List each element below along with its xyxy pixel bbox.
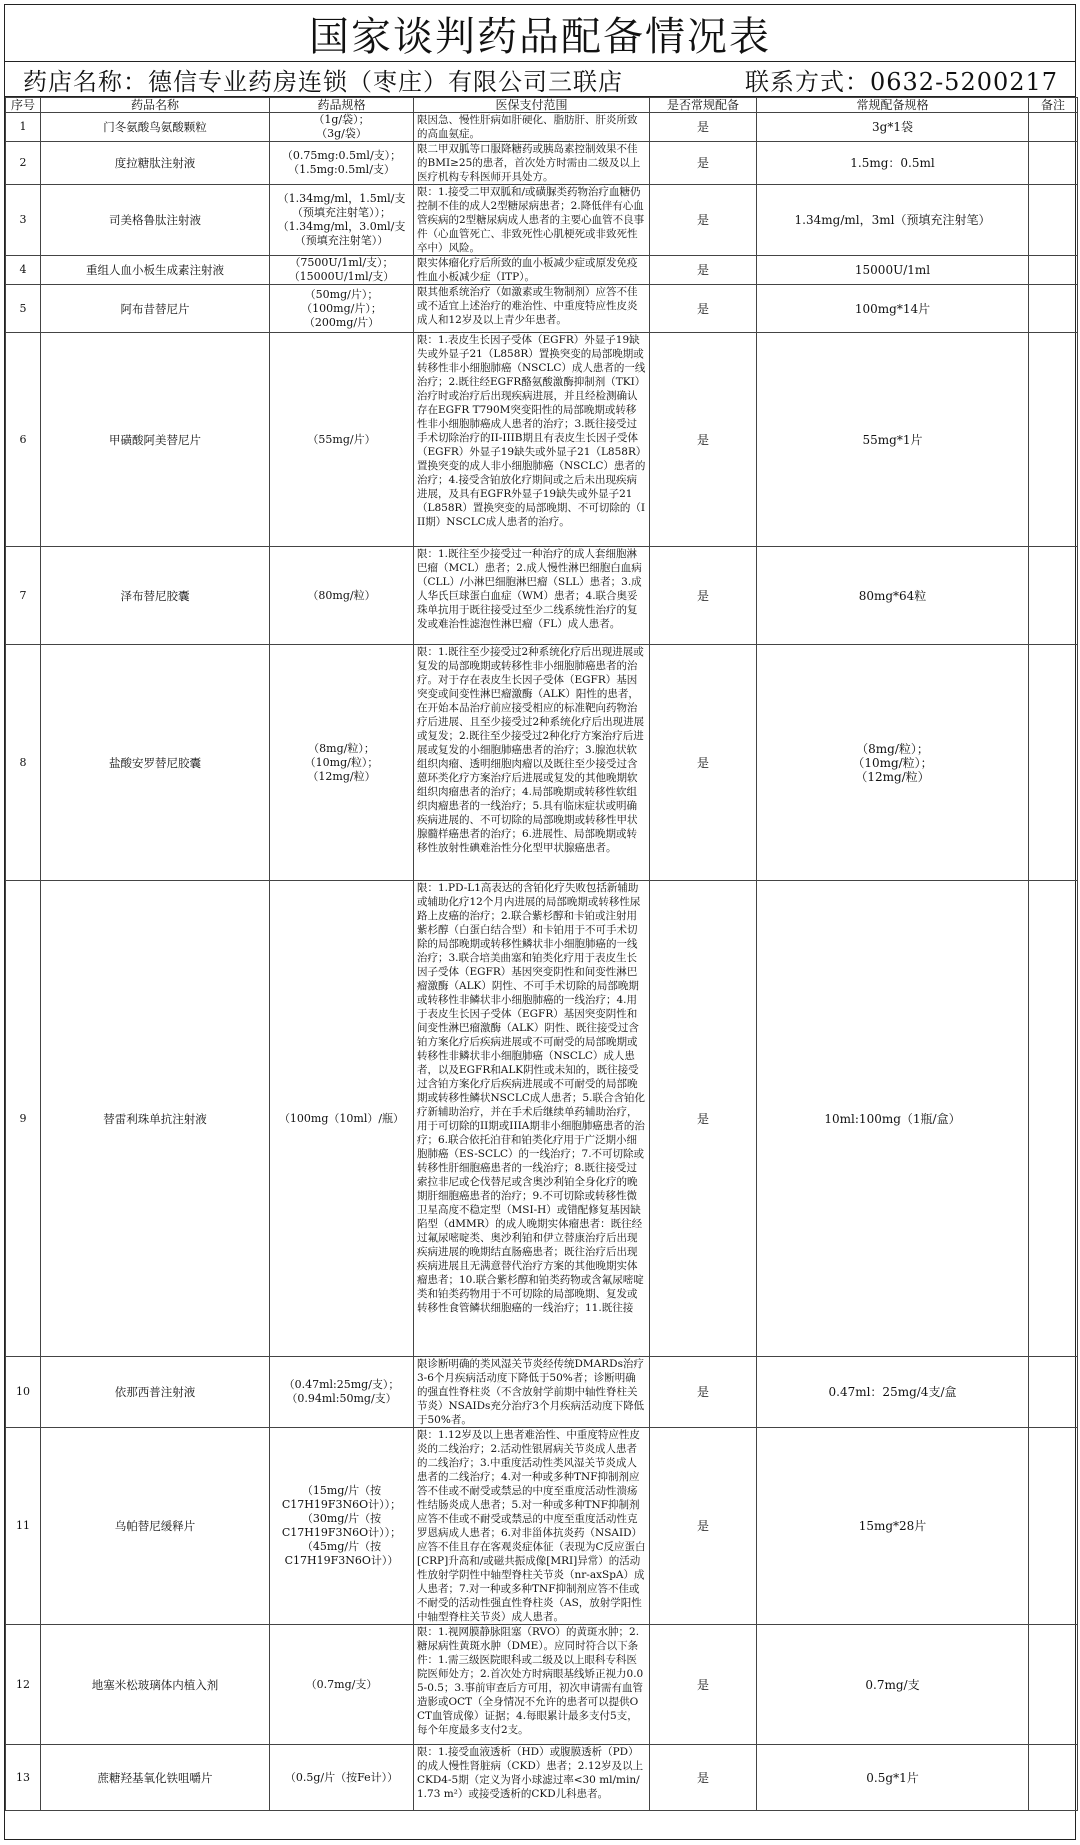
cell-config: 100mg*14片 bbox=[757, 285, 1029, 333]
table-row bbox=[6, 185, 1078, 256]
cell-regular: 是 bbox=[650, 1745, 757, 1811]
cell-config: 0.7mg/支 bbox=[757, 1625, 1029, 1745]
table-row bbox=[6, 256, 1078, 285]
cell-no: 6 bbox=[6, 333, 41, 547]
cell-scope: 限实体瘤化疗后所致的血小板减少症或原发免疫性血小板减少症（ITP）。 bbox=[414, 256, 650, 285]
cell-scope: 限：1.视网膜静脉阻塞（RVO）的黄斑水肿；2.糖尿病性黄斑水肿（DME）。应同时符合以下条件：1.需三级医院眼科或二级及以上眼科专科医院医师处方；2.首次处方时病眼基线矫正视力0.05-0.5；3.事前审查后方可用，初次申请需有血管造影或OCT（全身情况不允许的患者可以提供OCT血管成像）证据；4.每眼累计最多支付5支，每个年度最多支付2支。 bbox=[414, 1625, 650, 1745]
cell-note bbox=[1029, 1625, 1078, 1745]
cell-spec: （0.47ml:25mg/支）； （0.94ml:50mg/支） bbox=[270, 1357, 414, 1428]
cell-scope: 限二甲双胍等口服降糖药或胰岛素控制效果不佳的BMI≥25的患者，首次处方时需由二级及以上医疗机构专科医师开具处方。 bbox=[414, 142, 650, 185]
header-name: 药品名称 bbox=[41, 98, 270, 113]
cell-scope: 限诊断明确的类风湿关节炎经传统DMARDs治疗3-6个月疾病活动度下降低于50%者；诊断明确的强直性脊柱炎（不含放射学前期中轴性脊柱关节炎）NSAIDs充分治疗3个月疾病活动度下降低于50%者。 bbox=[414, 1357, 650, 1428]
table-row bbox=[6, 333, 1078, 547]
cell-note bbox=[1029, 1428, 1078, 1625]
table-row bbox=[6, 1745, 1078, 1811]
cell-regular: 是 bbox=[650, 185, 757, 256]
cell-scope: 限：1.表皮生长因子受体（EGFR）外显子19缺失或外显子21（L858R）置换突变的局部晚期或转移性非小细胞肺癌（NSCLC）成人患者的一线治疗；2.既往经EGFR酪氨酸激酶抑制剂（TKI）治疗时或治疗后出现疾病进展，并且经检测确认存在EGFR T790M突变阳性的局部晚期或转移性非小细胞肺癌成人患者的治疗；3.既往接受过手术切除治疗的II-IIIB期且有表皮生长因子受体（EGFR）外显子19缺失或外显子21（L858R）置换突变的成人非小细胞肺癌（NSCLC）患者的治疗；4.接受含铂放化疗期间或之后未出现疾病进展，及具有EGFR外显子19缺失或外显子21（L858R）置换突变的局部晚期、不可切除的（III期）NSCLC成人患者的治疗。 bbox=[414, 333, 650, 547]
header-scope: 医保支付范围 bbox=[414, 98, 650, 113]
cell-config: 80mg*64粒 bbox=[757, 547, 1029, 645]
cell-no: 11 bbox=[6, 1428, 41, 1625]
table-row bbox=[6, 881, 1078, 1357]
cell-spec: （7500U/1ml/支）； （15000U/1ml/支） bbox=[270, 256, 414, 285]
cell-note bbox=[1029, 333, 1078, 547]
cell-no: 1 bbox=[6, 113, 41, 142]
cell-name: 门冬氨酸鸟氨酸颗粒 bbox=[41, 113, 270, 142]
table-row bbox=[6, 547, 1078, 645]
cell-name: 甲磺酸阿美替尼片 bbox=[41, 333, 270, 547]
cell-scope: 限：1.既往至少接受过一种治疗的成人套细胞淋巴瘤（MCL）患者；2.成人慢性淋巴细胞白血病（CLL）/小淋巴细胞淋巴瘤（SLL）患者；3.成人华氏巨球蛋白血症（WM）患者；4.联合奥妥珠单抗用于既往接受过至少二线系统性治疗的复发或难治性滤泡性淋巴瘤（FL）成人患者。 bbox=[414, 547, 650, 645]
cell-config: 55mg*1片 bbox=[757, 333, 1029, 547]
cell-config: 10ml:100mg（1瓶/盒） bbox=[757, 881, 1029, 1357]
cell-note bbox=[1029, 142, 1078, 185]
drug-table bbox=[5, 97, 1078, 1811]
cell-note bbox=[1029, 547, 1078, 645]
cell-note bbox=[1029, 881, 1078, 1357]
cell-name: 泽布替尼胶囊 bbox=[41, 547, 270, 645]
cell-spec: （0.7mg/支） bbox=[270, 1625, 414, 1745]
cell-spec: （55mg/片） bbox=[270, 333, 414, 547]
cell-scope: 限：1.接受血液透析（HD）或腹膜透析（PD）的成人慢性肾脏病（CKD）患者；2.12岁及以上CKD4-5期（定义为肾小球滤过率<30 ml/min/1.73 m²）或接受透析的CKD儿科患者。 bbox=[414, 1745, 650, 1811]
cell-regular: 是 bbox=[650, 256, 757, 285]
cell-config: 1.34mg/ml，3ml（预填充注射笔） bbox=[757, 185, 1029, 256]
cell-config: 0.5g*1片 bbox=[757, 1745, 1029, 1811]
cell-note bbox=[1029, 285, 1078, 333]
cell-name: 重组人血小板生成素注射液 bbox=[41, 256, 270, 285]
table-row bbox=[6, 1357, 1078, 1428]
cell-name: 度拉糖肽注射液 bbox=[41, 142, 270, 185]
contact-info: 联系方式：0632-5200217 bbox=[745, 67, 1059, 96]
cell-name: 地塞米松玻璃体内植入剂 bbox=[41, 1625, 270, 1745]
header-no: 序号 bbox=[6, 98, 41, 113]
cell-no: 13 bbox=[6, 1745, 41, 1811]
table-row bbox=[6, 113, 1078, 142]
cell-name: 司美格鲁肽注射液 bbox=[41, 185, 270, 256]
cell-note bbox=[1029, 256, 1078, 285]
cell-regular: 是 bbox=[650, 142, 757, 185]
cell-note bbox=[1029, 1745, 1078, 1811]
table-body bbox=[6, 113, 1078, 1811]
cell-no: 5 bbox=[6, 285, 41, 333]
cell-name: 替雷利珠单抗注射液 bbox=[41, 881, 270, 1357]
header-note: 备注 bbox=[1029, 98, 1078, 113]
cell-spec: （0.5g/片（按Fe计）） bbox=[270, 1745, 414, 1811]
cell-regular: 是 bbox=[650, 645, 757, 881]
cell-regular: 是 bbox=[650, 1357, 757, 1428]
table-row bbox=[6, 142, 1078, 185]
table-row bbox=[6, 1625, 1078, 1745]
cell-spec: （15mg/片（按C17H19F3N6O计））； （30mg/片（按C17H19F3N6O计））； （45mg/片（按C17H19F3N6O计）） bbox=[270, 1428, 414, 1625]
cell-scope: 限：1.既往至少接受过2种系统化疗后出现进展或复发的局部晚期或转移性非小细胞肺癌患者的治疗。对于存在表皮生长因子受体（EGFR）基因突变或间变性淋巴瘤激酶（ALK）阳性的患者，在开始本品治疗前应接受相应的标准靶向药物治疗后进展、且至少接受过2种系统化疗后出现进展或复发；2.既往至少接受过2种化疗方案治疗后进展或复发的小细胞肺癌患者的治疗；3.腺泡状软组织肉瘤、透明细胞肉瘤以及既往至少接受过含蒽环类化疗方案治疗后进展或复发的其他晚期软组织肉瘤患者的治疗；4.局部晚期或转移性软组织肉瘤患者的一线治疗；5.具有临床症状或明确疾病进展的、不可切除的局部晚期或转移性甲状腺髓样癌患者的治疗；6.进展性、局部晚期或转移性放射性碘难治性分化型甲状腺癌患者。 bbox=[414, 645, 650, 881]
table-row bbox=[6, 1428, 1078, 1625]
cell-config: 3g*1袋 bbox=[757, 113, 1029, 142]
cell-config: 0.47ml：25mg/4支/盒 bbox=[757, 1357, 1029, 1428]
cell-scope: 限其他系统治疗（如激素或生物制剂）应答不佳或不适宜上述治疗的难治性、中重度特应性皮炎成人和12岁及以上青少年患者。 bbox=[414, 285, 650, 333]
cell-scope: 限因急、慢性肝病如肝硬化、脂肪肝、肝炎所致的高血氨症。 bbox=[414, 113, 650, 142]
page-title: 国家谈判药品配备情况表 bbox=[5, 5, 1075, 62]
cell-no: 8 bbox=[6, 645, 41, 881]
cell-spec: （1g/袋）； （3g/袋） bbox=[270, 113, 414, 142]
header-spec: 药品规格 bbox=[270, 98, 414, 113]
cell-name: 盐酸安罗替尼胶囊 bbox=[41, 645, 270, 881]
drug-table-sheet bbox=[4, 4, 1076, 1840]
cell-spec: （0.75mg:0.5ml/支）； （1.5mg:0.5ml/支） bbox=[270, 142, 414, 185]
cell-regular: 是 bbox=[650, 1428, 757, 1625]
table-header-row bbox=[6, 98, 1078, 113]
cell-name: 蔗糖羟基氧化铁咀嚼片 bbox=[41, 1745, 270, 1811]
cell-no: 4 bbox=[6, 256, 41, 285]
store-info-bar bbox=[5, 62, 1075, 97]
cell-config: 15mg*28片 bbox=[757, 1428, 1029, 1625]
table-row bbox=[6, 285, 1078, 333]
cell-no: 9 bbox=[6, 881, 41, 1357]
cell-name: 阿布昔替尼片 bbox=[41, 285, 270, 333]
cell-config: 1.5mg：0.5ml bbox=[757, 142, 1029, 185]
cell-regular: 是 bbox=[650, 1625, 757, 1745]
cell-scope: 限：1.接受二甲双胍和/或磺脲类药物治疗血糖仍控制不佳的成人2型糖尿病患者；2.降低伴有心血管疾病的2型糖尿病成人患者的主要心血管不良事件（心血管死亡、非致死性心肌梗死或非致死性卒中）风险。 bbox=[414, 185, 650, 256]
table-row bbox=[6, 645, 1078, 881]
cell-spec: （1.34mg/ml，1.5ml/支（预填充注射笔））； （1.34mg/ml，3.0ml/支（预填充注射笔）） bbox=[270, 185, 414, 256]
cell-regular: 是 bbox=[650, 547, 757, 645]
cell-note bbox=[1029, 1357, 1078, 1428]
cell-spec: （100mg（10ml）/瓶） bbox=[270, 881, 414, 1357]
cell-config: （8mg/粒）； （10mg/粒）； （12mg/粒） bbox=[757, 645, 1029, 881]
cell-name: 乌帕替尼缓释片 bbox=[41, 1428, 270, 1625]
cell-spec: （8mg/粒）； （10mg/粒）； （12mg/粒） bbox=[270, 645, 414, 881]
cell-spec: （80mg/粒） bbox=[270, 547, 414, 645]
cell-note bbox=[1029, 185, 1078, 256]
cell-no: 3 bbox=[6, 185, 41, 256]
header-config: 常规配备规格 bbox=[757, 98, 1029, 113]
cell-no: 2 bbox=[6, 142, 41, 185]
cell-regular: 是 bbox=[650, 333, 757, 547]
cell-regular: 是 bbox=[650, 881, 757, 1357]
cell-scope: 限：1.12岁及以上患者难治性、中重度特应性皮炎的二线治疗；2.活动性银屑病关节炎成人患者的二线治疗；3.中重度活动性类风湿关节炎成人患者的二线治疗；4.对一种或多种TNF抑制剂应答不佳或不耐受或禁忌的中度至重度活动性溃疡性结肠炎成人患者；5.对一种或多种TNF抑制剂应答不佳或不耐受或禁忌的中度至重度活动性克罗恩病成人患者；6.对非甾体抗炎药（NSAID）应答不佳且存在客观炎症体征（表现为C反应蛋白[CRP]升高和/或磁共振成像[MRI]异常）的活动性放射学阴性中轴型脊柱关节炎（nr-axSpA）成人患者；7.对一种或多种TNF抑制剂应答不佳或不耐受的活动性强直性脊柱炎（AS，放射学阳性中轴型脊柱关节炎）成人患者。 bbox=[414, 1428, 650, 1625]
cell-name: 依那西普注射液 bbox=[41, 1357, 270, 1428]
cell-regular: 是 bbox=[650, 113, 757, 142]
cell-no: 10 bbox=[6, 1357, 41, 1428]
cell-note bbox=[1029, 113, 1078, 142]
cell-note bbox=[1029, 645, 1078, 881]
cell-no: 12 bbox=[6, 1625, 41, 1745]
cell-no: 7 bbox=[6, 547, 41, 645]
store-name: 药店名称：德信专业药房连锁（枣庄）有限公司三联店 bbox=[23, 67, 623, 96]
cell-scope: 限：1.PD-L1高表达的含铂化疗失败包括新辅助或辅助化疗12个月内进展的局部晚期或转移性尿路上皮癌的治疗；2.联合紫杉醇和卡铂或注射用紫杉醇（白蛋白结合型）和卡铂用于不可手术切除的局部晚期或转移性鳞状非小细胞肺癌的一线治疗；3.联合培美曲塞和铂类化疗用于表皮生长因子受体（EGFR）基因突变阴性和间变性淋巴瘤激酶（ALK）阴性、不可手术切除的局部晚期或转移性非鳞状非小细胞肺癌的一线治疗；4.用于表皮生长因子受体（EGFR）基因突变阴性和间变性淋巴瘤激酶（ALK）阴性、既往接受过含铂方案化疗后疾病进展或不可耐受的局部晚期或转移性非鳞状非小细胞肺癌（NSCLC）成人患者，以及EGFR和ALK阴性或未知的，既往接受过含铂方案化疗后疾病进展或不可耐受的局部晚期或转移性鳞状NSCLC成人患者；5.联合含铂化疗新辅助治疗，并在手术后继续单药辅助治疗，用于可切除的II期或IIIA期非小细胞肺癌患者的治疗；6.联合依托泊苷和铂类化疗用于广泛期小细胞肺癌（ES-SCLC）的一线治疗；7.不可切除或转移性肝细胞癌患者的一线治疗；8.既往接受过索拉非尼或仑伐替尼或含奥沙利铂全身化疗的晚期肝细胞癌患者的治疗；9.不可切除或转移性微卫星高度不稳定型（MSI-H）或错配修复基因缺陷型（dMMR）的成人晚期实体瘤患者：既往经过氟尿嘧啶类、奥沙利铂和伊立替康治疗后出现疾病进展的晚期结直肠癌患者；既往治疗后出现疾病进展且无满意替代治疗方案的其他晚期实体瘤患者；10.联合紫杉醇和铂类药物或含氟尿嘧啶类和铂类药物用于不可切除的局部晚期、复发或转移性食管鳞状细胞癌的一线治疗；11.既往接 bbox=[414, 881, 650, 1357]
cell-config: 15000U/1ml bbox=[757, 256, 1029, 285]
header-regular: 是否常规配备 bbox=[650, 98, 757, 113]
cell-spec: （50mg/片）； （100mg/片）； （200mg/片） bbox=[270, 285, 414, 333]
cell-regular: 是 bbox=[650, 285, 757, 333]
